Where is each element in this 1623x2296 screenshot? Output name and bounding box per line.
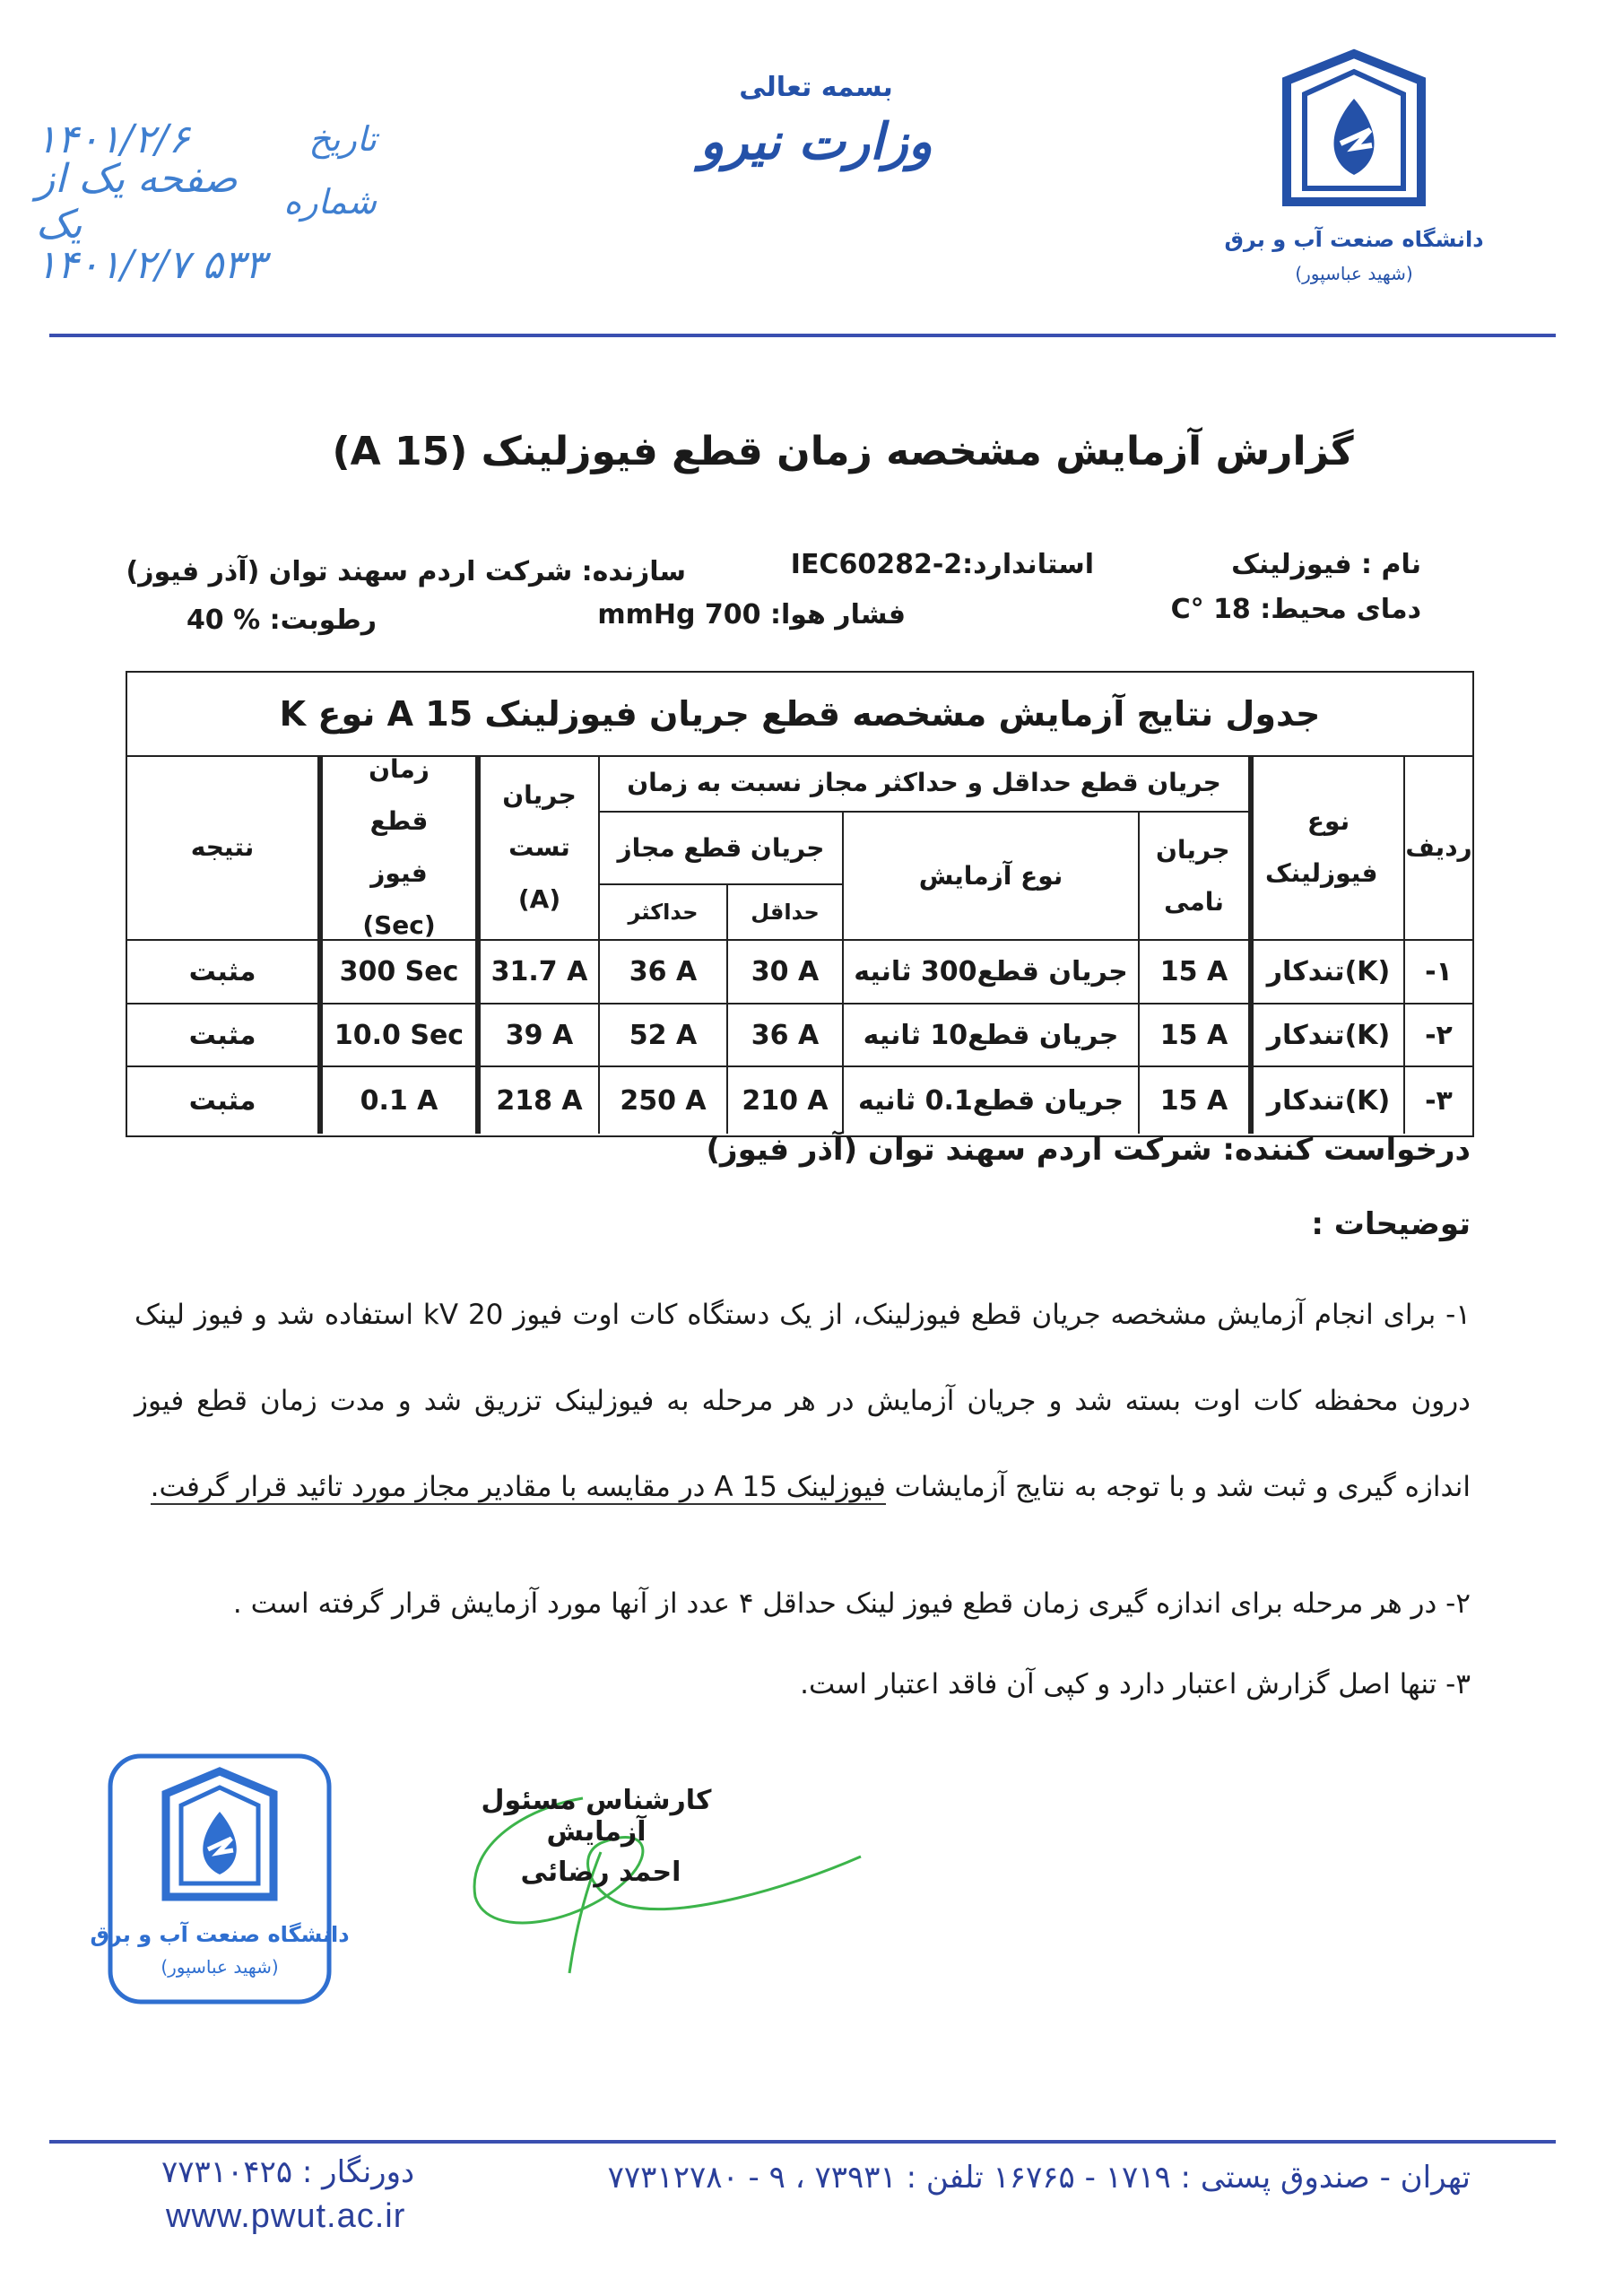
number-value: صفحه یک از یک [36,156,238,248]
manufacturer: سازنده: شرکت اردم سهند توان (آذر فیوز) [126,556,686,587]
row1-result: مثبت [127,941,317,1004]
header-row-no [1403,755,1472,941]
row2-max: 52 A [598,1004,726,1067]
logo-text-1: دانشگاه صنعت آب و برق [1224,227,1484,252]
header-result-text: نتیجه [190,831,255,862]
note-1-text: ۱- برای انجام آزمایش مشخصه جریان قطع فیوزلینک، از یک دستگاه کات اوت فیوز 20 kV استفاده شد و فیوز لینک درون محفظه کات اوت بسته شد و جریان آزمایش در هر مرحله به فیوزلینک تزریق شد و مدت زمان قطع فیوز اندازه گیری و ثبت شد و با توجه به نتایج آزمایشات [135,1299,1471,1503]
basmala: بسمه تعالی [739,72,893,103]
header-divider [49,334,1556,337]
row2-current: 39 A [475,1004,598,1067]
results-table [126,671,1474,1137]
stamp-text-2: (شهید عباسپور) [161,1956,279,1978]
header-test-current [475,755,598,941]
header-fuse-type [1248,755,1403,941]
logo-text-2: (شهید عباسپور) [1295,263,1413,284]
note-3: ۳- تنها اصل گزارش اعتبار دارد و کپی آن فاقد اعتبار است. [800,1668,1471,1700]
requester: درخواست کننده: شرکت اردم سهند توان (آذر فیوز) [706,1132,1471,1168]
row3-type: تندکار(K) [1248,1067,1403,1134]
row2-test: جریان قطع10 ثانیه [842,1004,1138,1067]
header-melt-time [317,755,475,941]
header-allowed-text: جریان قطع مجاز [617,832,825,863]
date-label: تاریخ [308,119,377,159]
number-label: شماره [283,182,377,222]
ministry-name: وزارت نیرو [699,112,933,171]
row1-min: 30 A [726,941,842,1004]
header-fuse-type-text: نوع فیوزلینک [1265,805,1378,888]
note-1 [135,1272,1471,1530]
attachment-value: ۱۴۰۱/۲/۷ ۵۳۳ [36,241,266,288]
humidity: رطوبت: % 40 [186,604,377,636]
row3-min: 210 A [726,1067,842,1134]
row1-no: -۱ [1403,941,1472,1004]
report-title: گزارش آزمایش مشخصه زمان قطع فیوزلینک (15 A) [332,429,1354,474]
header-group [598,755,1248,813]
header-min [726,885,842,941]
ambient-temperature: دمای محیط: 18 °C [1170,594,1421,625]
signature-name: احمد رضائی [520,1857,681,1888]
footer-address: تهران - صندوق پستی : ۱۷۱۹ - ۱۶۷۶۵ تلفن : ۷۳۹۳۱ ، ۹ - ۷۷۳۱۲۷۸۰ [607,2160,1471,2196]
header-rated-current [1138,813,1248,941]
row3-test: جریان قطع0.1 ثانیه [842,1067,1138,1134]
row1-test: جریان قطع300 ثانیه [842,941,1138,1004]
row2-time: 10.0 Sec [317,1004,475,1067]
row2-type: تندکار(K) [1248,1004,1403,1067]
handwritten-reference [36,108,377,296]
notes-title: توضیحات : [1311,1206,1471,1242]
header-test-current-text: جریان تست (A) [502,779,577,914]
row1-rated: 15 A [1138,941,1248,1004]
date-value: ۱۴۰۱/۲/۶ [36,116,190,162]
attachment-row [36,233,377,296]
row3-current: 218 A [475,1067,598,1134]
header-row-no-text: ردیف [1405,831,1472,862]
row2-rated: 15 A [1138,1004,1248,1067]
header-test-type-text: نوع آزمایش [918,860,1063,891]
footer-website-link[interactable]: www.pwut.ac.ir [166,2197,406,2235]
header-melt-time-text: زمان قطع فیوز (Sec) [362,753,436,940]
row3-rated: 15 A [1138,1067,1248,1134]
fuse-name: نام : فیوزلینک [1231,549,1421,580]
header-group-text: جریان قطع حداقل و حداکثر مجاز نسبت به زمان [627,768,1221,797]
row2-min: 36 A [726,1004,842,1067]
note-2: ۲- در هر مرحله برای اندازه گیری زمان قطع فیوز لینک حداقل ۴ عدد از آنها مورد آزمایش قرار گرفته است . [232,1587,1471,1620]
signature-title: کارشناس مسئول آزمایش [481,1785,712,1848]
university-logo [1224,45,1484,305]
row1-max: 36 A [598,941,726,1004]
air-pressure: فشار هوا: 700 mmHg [597,599,906,631]
row3-max: 250 A [598,1067,726,1134]
header-max [598,885,726,941]
number-row [36,156,377,248]
header-allowed [598,813,842,885]
row2-no: -۲ [1403,1004,1472,1067]
row1-type: تندکار(K) [1248,941,1403,1004]
university-stamp [90,1749,350,2009]
stamp-text-1: دانشگاه صنعت آب و برق [90,1922,350,1947]
header-result [127,755,317,941]
row3-result: مثبت [188,1084,256,1117]
row3-time: 0.1 A [317,1067,475,1134]
row1-time: 300 Sec [317,941,475,1004]
note-1-underlined: فیوزلینک 15 A در مقایسه با مقادیر مجاز مورد تائید قرار گرفت. [150,1471,886,1503]
footer-divider [49,2140,1556,2144]
table-caption: جدول نتایج آزمایش مشخصه قطع جریان فیوزلینک 15 A نوع K [127,673,1472,757]
header-test-type [842,813,1138,941]
header-rated-current-text: جریان نامی [1155,834,1230,917]
footer-fax: دورنگار : ۷۷۳۱۰۴۲۵ [161,2154,415,2190]
row1-current: 31.7 A [475,941,598,1004]
standard: استاندارد:IEC60282-2 [790,549,1094,580]
row2-result: مثبت [127,1004,317,1067]
header-max-text: حداکثر [628,900,699,925]
header-min-text: حداقل [751,900,820,925]
row3-no: -۳ [1403,1067,1472,1134]
